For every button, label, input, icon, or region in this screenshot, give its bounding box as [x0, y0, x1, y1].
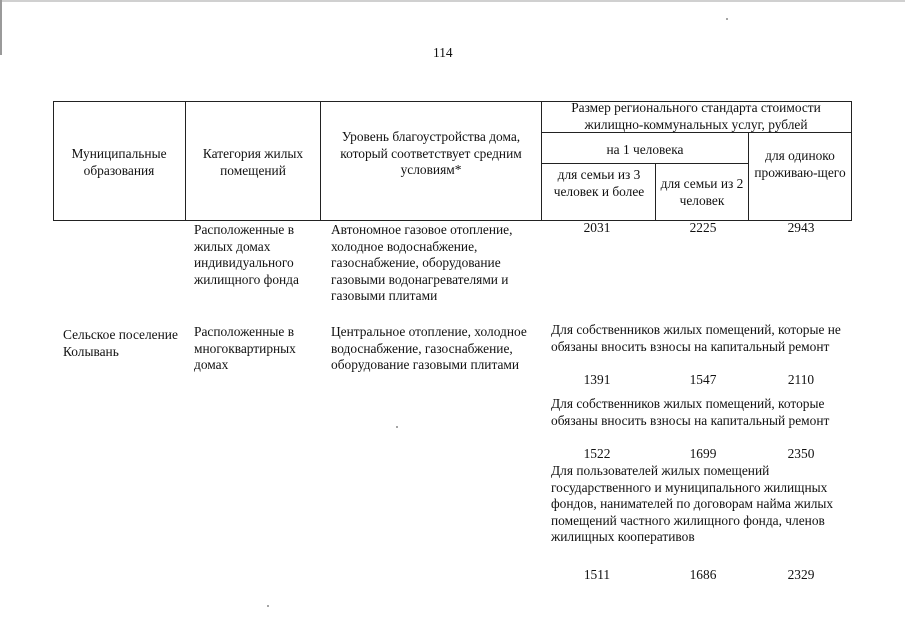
scan-speck [726, 18, 728, 20]
group3-value-family-2: 1686 [689, 567, 717, 582]
header-per-person: на 1 человека [606, 142, 684, 157]
row2-amenities: Центральное отопление, холодное водоснабжение, газоснабжение, оборудование газовыми плитами [331, 324, 527, 372]
row1-category: Расположенные в жилых домах индивидуального жилищного фонда [194, 222, 299, 287]
group1-value-family-3: 1391 [583, 372, 611, 387]
group2-value-family-2: 1699 [689, 446, 717, 461]
scan-edge-left [0, 0, 2, 55]
header-amenities: Уровень благоустройства дома, который соответствует средним условиям* [340, 129, 522, 177]
header-category: Категория жилых помещений [202, 146, 304, 178]
group2-value-single: 2350 [787, 446, 815, 461]
group1-value-family-2: 1547 [689, 372, 717, 387]
group1-value-single: 2110 [787, 372, 815, 387]
row2-municipality: Сельское поселение Колывань [63, 327, 178, 359]
header-family-2: для семьи из 2 человек [660, 176, 744, 208]
group2-value-family-3: 1522 [583, 446, 611, 461]
group3-value-family-3: 1511 [583, 567, 611, 582]
row1-value-family-3: 2031 [583, 220, 611, 235]
header-family-3: для семьи из 3 человек и более [553, 167, 645, 199]
page-number: 114 [433, 45, 453, 60]
group1-label: Для собственников жилых помещений, которые не обязаны вносить взносы на капитальный ремонт [551, 322, 841, 354]
header-standard-size: Размер регионального стандарта стоимости жилищно-коммунальных услуг, рублей [571, 100, 821, 132]
group3-value-single: 2329 [787, 567, 815, 582]
row2-category: Расположенные в многоквартирных домах [194, 324, 296, 372]
group3-label: Для пользователей жилых помещений государственного и муниципального жилищных фондов, нанимателей по договорам найма жилых помещений частного жилищного фонда, членов жилищных кооперативов [551, 463, 834, 544]
row1-amenities: Автономное газовое отопление, холодное водоснабжение, газоснабжение, оборудование газовыми водонагревателями и газовыми плитами [331, 222, 513, 303]
scan-speck [396, 426, 398, 428]
scan-edge-top [0, 0, 905, 2]
row1-value-single: 2943 [787, 220, 815, 235]
group2-label: Для собственников жилых помещений, которые обязаны вносить взносы на капитальный ремонт [551, 396, 830, 428]
row1-value-family-2: 2225 [689, 220, 717, 235]
header-single: для одиноко проживаю-щего [754, 148, 846, 180]
scan-speck [267, 605, 269, 607]
header-municipality: Муниципальные образования [71, 146, 167, 178]
